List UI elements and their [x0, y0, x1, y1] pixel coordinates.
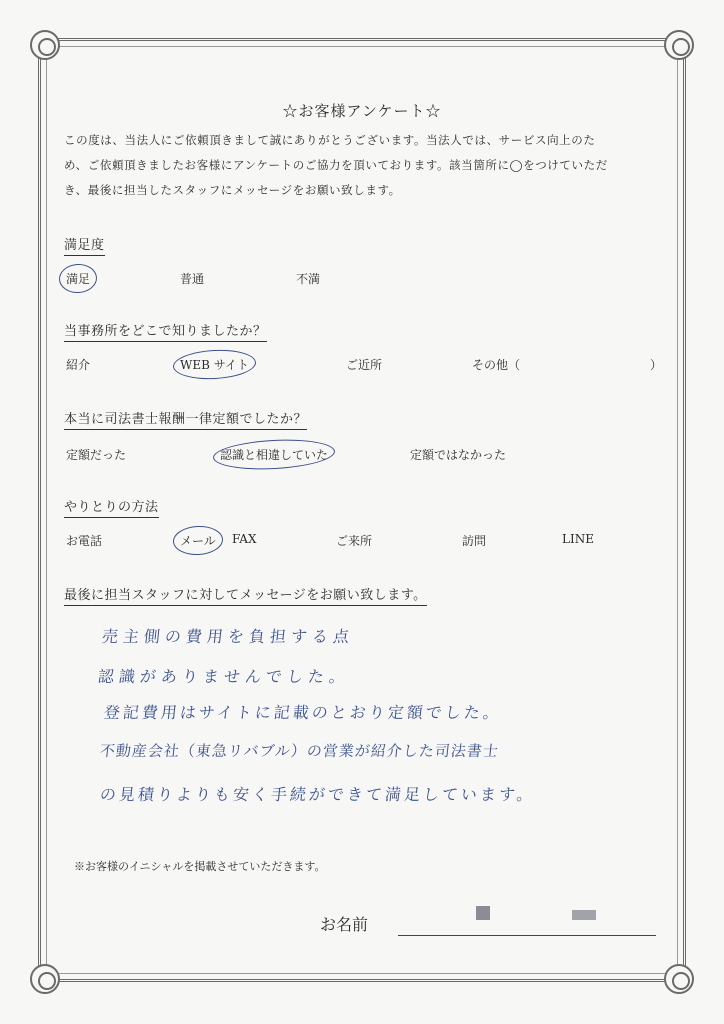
intro-line-1: この度は、当法人にご依頼頂きまして誠にありがとうございます。当法人では、サービス向上のた	[64, 133, 596, 147]
source-option-other[interactable]: その他（	[472, 358, 521, 372]
name-label: お名前	[320, 915, 369, 934]
corner-ornament-top-left	[30, 30, 60, 60]
satisfaction-option-satisfied[interactable]: 満足	[66, 272, 91, 286]
source-option-neighborhood[interactable]: ご近所	[346, 358, 383, 372]
fee-option-not-fixed[interactable]: 定額ではなかった	[410, 448, 507, 462]
message-line-3: 登記費用はサイトに記載のとおり定額でした。	[102, 703, 503, 722]
contact-option-visit-office[interactable]: ご来所	[336, 534, 373, 548]
name-field[interactable]	[398, 935, 656, 936]
message-line-4: 不動産会社（東急リバブル）の営業が紹介した司法書士	[99, 742, 500, 760]
satisfaction-option-normal[interactable]: 普通	[180, 272, 205, 286]
contact-option-line[interactable]: LINE	[562, 532, 594, 546]
contact-option-home-visit[interactable]: 訪問	[462, 534, 487, 548]
message-line-5: の見積りよりも安く手続ができて満足しています。	[98, 785, 537, 804]
intro-line-3: き、最後に担当したスタッフにメッセージをお願い致します。	[64, 183, 401, 197]
contact-option-fax[interactable]: FAX	[232, 532, 257, 546]
source-option-referral[interactable]: 紹介	[66, 358, 91, 372]
intro-line-2: め、ご依頼頂きましたお客様にアンケートのご協力を頂いております。該当箇所に◯をつけていただ	[64, 158, 608, 172]
source-heading: 当事務所をどこで知りましたか？	[64, 320, 267, 342]
intro-text	[64, 128, 664, 203]
corner-ornament-bottom-right	[664, 964, 694, 994]
corner-ornament-bottom-left	[30, 964, 60, 994]
corner-ornament-top-right	[664, 30, 694, 60]
message-line-1: 売主側の費用を負担する点	[100, 627, 355, 646]
source-other-close-paren: ）	[650, 358, 663, 372]
contact-option-email[interactable]: メール	[180, 534, 216, 548]
source-option-website[interactable]: WEB サイト	[180, 358, 249, 372]
fee-option-fixed[interactable]: 定額だった	[66, 448, 127, 462]
satisfaction-heading: 満足度	[64, 234, 105, 256]
contact-option-phone[interactable]: お電話	[66, 534, 103, 548]
fee-heading: 本当に司法書士報酬一律定額でしたか？	[64, 408, 307, 430]
message-line-2: 認識がありませんでした。	[96, 667, 351, 686]
survey-title: ☆お客様アンケート☆	[282, 102, 442, 120]
redacted-name-block-1	[476, 906, 490, 920]
redacted-name-block-2	[572, 910, 596, 920]
contact-heading: やりとりの方法	[64, 496, 159, 518]
fee-option-different[interactable]: 認識と相違していた	[220, 448, 329, 462]
satisfaction-option-dissatisfied[interactable]: 不満	[296, 272, 321, 286]
message-heading: 最後に担当スタッフに対してメッセージをお願い致します。	[64, 584, 427, 606]
initials-notice: ※お客様のイニシャルを掲載させていただきます。	[74, 860, 326, 873]
